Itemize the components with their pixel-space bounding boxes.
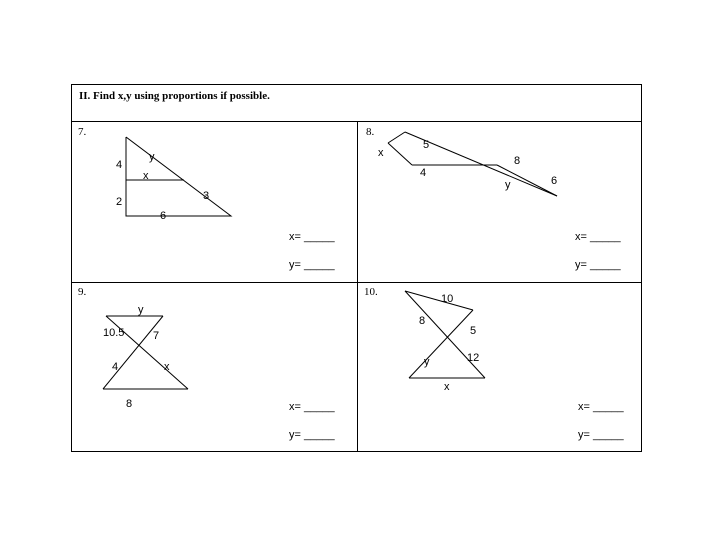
- worksheet-title: II. Find x,y using proportions if possible.: [79, 90, 270, 102]
- answer-y-blank[interactable]: y= _____: [575, 259, 621, 271]
- label-10: 10: [441, 293, 454, 305]
- label-4: 4: [112, 361, 119, 373]
- problem-7: [78, 126, 335, 271]
- problem-number: 10.: [364, 286, 378, 298]
- problem-number: 8.: [366, 126, 375, 138]
- label-x: x: [164, 361, 170, 373]
- label-y: y: [505, 179, 511, 191]
- table-border: [72, 85, 642, 452]
- answer-y-blank[interactable]: y= _____: [578, 429, 624, 441]
- answer-x-blank[interactable]: x= _____: [289, 231, 335, 243]
- problem-8-figure: [388, 132, 557, 196]
- answer-x-blank[interactable]: x= _____: [575, 231, 621, 243]
- problem-9: [78, 286, 335, 441]
- answer-y-blank[interactable]: y= _____: [289, 259, 335, 271]
- label-4: 4: [116, 159, 123, 171]
- label-y: y: [424, 356, 430, 368]
- label-4: 4: [420, 167, 427, 179]
- label-5: 5: [470, 325, 477, 337]
- label-y: y: [138, 304, 144, 316]
- answer-y-blank[interactable]: y= _____: [289, 429, 335, 441]
- problem-8: [366, 126, 621, 271]
- label-8: 8: [126, 398, 133, 410]
- label-5: 5: [423, 139, 430, 151]
- label-8: 8: [419, 315, 426, 327]
- problem-number: 7.: [78, 126, 87, 138]
- problem-7-figure: [126, 137, 231, 216]
- label-7: 7: [153, 330, 160, 342]
- worksheet-grid: [72, 85, 642, 452]
- problem-number: 9.: [78, 286, 87, 298]
- label-6: 6: [160, 210, 167, 222]
- label-2: 2: [116, 196, 123, 208]
- answer-x-blank[interactable]: x= _____: [578, 401, 624, 413]
- label-12: 12: [467, 352, 480, 364]
- label-y: y: [149, 151, 155, 163]
- answer-x-blank[interactable]: x= _____: [289, 401, 335, 413]
- triangle-outline: [126, 137, 231, 216]
- label-x: x: [444, 381, 450, 393]
- label-x: x: [143, 170, 149, 182]
- segment-left-lower: [388, 143, 412, 165]
- label-10-5: 10.5: [103, 327, 125, 339]
- segment-left-upper: [388, 132, 405, 143]
- label-3: 3: [203, 190, 210, 202]
- problem-10: [364, 286, 624, 441]
- label-8: 8: [514, 155, 521, 167]
- label-6: 6: [551, 175, 558, 187]
- top-segment: [405, 291, 473, 310]
- label-x: x: [378, 147, 384, 159]
